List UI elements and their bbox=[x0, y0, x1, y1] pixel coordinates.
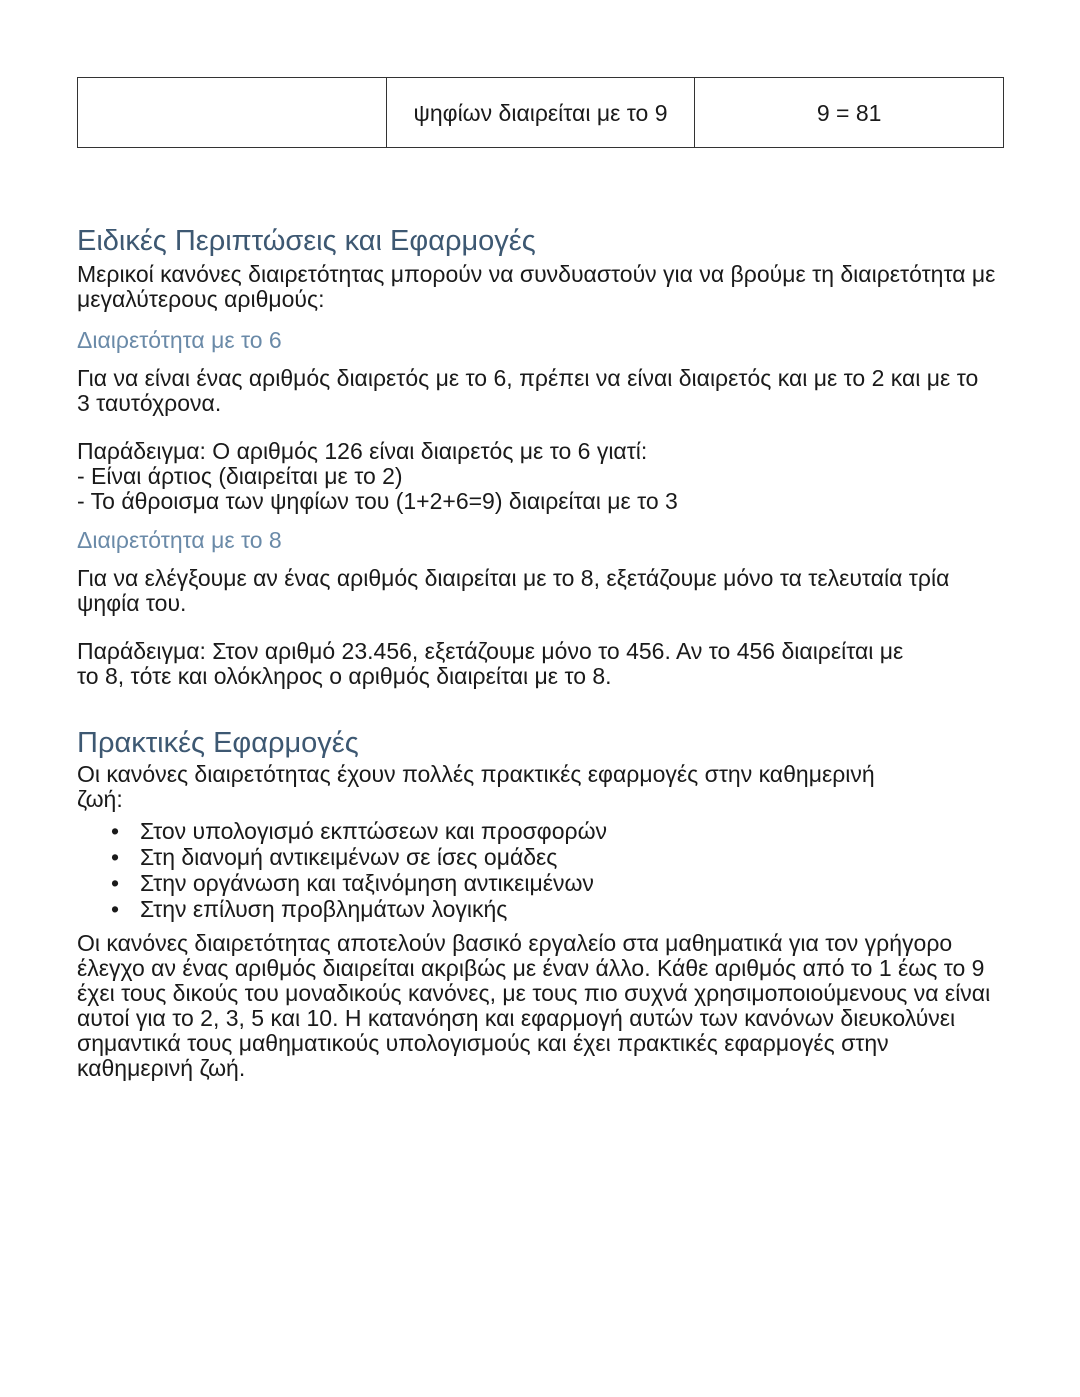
table-row bbox=[78, 78, 1004, 148]
section-intro: Οι κανόνες διαιρετότητας έχουν πολλές πρακτικές εφαρμογές στην καθημερινή ζωή: bbox=[77, 761, 875, 812]
conclusion-paragraph: Οι κανόνες διαιρετότητας αποτελούν βασικό εργαλείο στα μαθηματικά για τον γρήγορο έλεγχο αν ένας αριθμός διαιρείται ακριβώς με έναν άλλο. Κάθε αριθμός από το 1 έως το 9 έχει τους δικούς του μοναδικούς κανόνες, με τους πιο συχνά χρησιμοποιούμενους να είναι αυτοί για το 2, 3, 5 και 10. Η κατανόηση και εφαρμογή αυτών των κανόνων διευκολύνει σημαντικά τους μαθηματικούς υπολογισμούς και έχει πρακτικές εφαρμογές στην καθημερινή ζωή. bbox=[77, 930, 991, 1081]
divisibility-6-text: Για να είναι ένας αριθμός διαιρετός με το 6, πρέπει να είναι διαιρετός και με το 2 και με το 3 ταυτόχρονα. bbox=[77, 365, 979, 416]
applications-list bbox=[77, 818, 1004, 922]
list-item bbox=[77, 896, 1004, 922]
table-cell bbox=[386, 78, 695, 148]
divisibility-6-example-line: - Είναι άρτιος (διαιρείται με το 2) bbox=[77, 463, 403, 489]
divisibility-6-example-line: - Το άθροισμα των ψηφίων του (1+2+6=9) διαιρείται με το 3 bbox=[77, 488, 678, 514]
list-item-text: Στην οργάνωση και ταξινόμηση αντικειμένων bbox=[140, 870, 594, 896]
list-item-text: Στην επίλυση προβλημάτων λογικής bbox=[140, 896, 508, 922]
section-heading-practical: Πρακτικές Εφαρμογές bbox=[77, 727, 359, 759]
subheading-divisibility-6: Διαιρετότητα με το 6 bbox=[77, 327, 282, 353]
divisibility-8-text: Για να ελέγξουμε αν ένας αριθμός διαιρείται με το 8, εξετάζουμε μόνο τα τελευταία τρία ψηφία του. bbox=[77, 565, 950, 616]
bullet-icon: • bbox=[111, 870, 120, 896]
bullet-icon: • bbox=[111, 844, 120, 870]
list-item-text: Στον υπολογισμό εκπτώσεων και προσφορών bbox=[140, 818, 608, 844]
table-cell: 9 = 81 bbox=[695, 78, 1004, 148]
continued-table bbox=[77, 77, 1004, 148]
list-item bbox=[77, 870, 1004, 896]
table-cell-text: ψηφίων διαιρείται με το 9 bbox=[413, 99, 668, 126]
divisibility-8-example: Παράδειγμα: Στον αριθμό 23.456, εξετάζουμε μόνο το 456. Αν το 456 διαιρείται με το 8, τότε και ολόκληρος ο αριθμός διαιρείται με το 8. bbox=[77, 638, 904, 689]
subheading-divisibility-8: Διαιρετότητα με το 8 bbox=[77, 527, 282, 553]
bullet-icon: • bbox=[111, 818, 120, 844]
divisibility-6-example-line: Παράδειγμα: Ο αριθμός 126 είναι διαιρετός με το 6 γιατί: bbox=[77, 438, 648, 464]
bullet-icon: • bbox=[111, 896, 120, 922]
list-item bbox=[77, 844, 1004, 870]
document-page bbox=[77, 77, 1004, 1081]
section-heading-special-cases: Ειδικές Περιπτώσεις και Εφαρμογές bbox=[77, 225, 536, 257]
list-item-text: Στη διανομή αντικειμένων σε ίσες ομάδες bbox=[140, 844, 558, 870]
list-item bbox=[77, 818, 1004, 844]
table-cell bbox=[78, 78, 387, 148]
section-intro: Μερικοί κανόνες διαιρετότητας μπορούν να συνδυαστούν για να βρούμε τη διαιρετότητα με μεγαλύτερους αριθμούς: bbox=[77, 261, 996, 312]
